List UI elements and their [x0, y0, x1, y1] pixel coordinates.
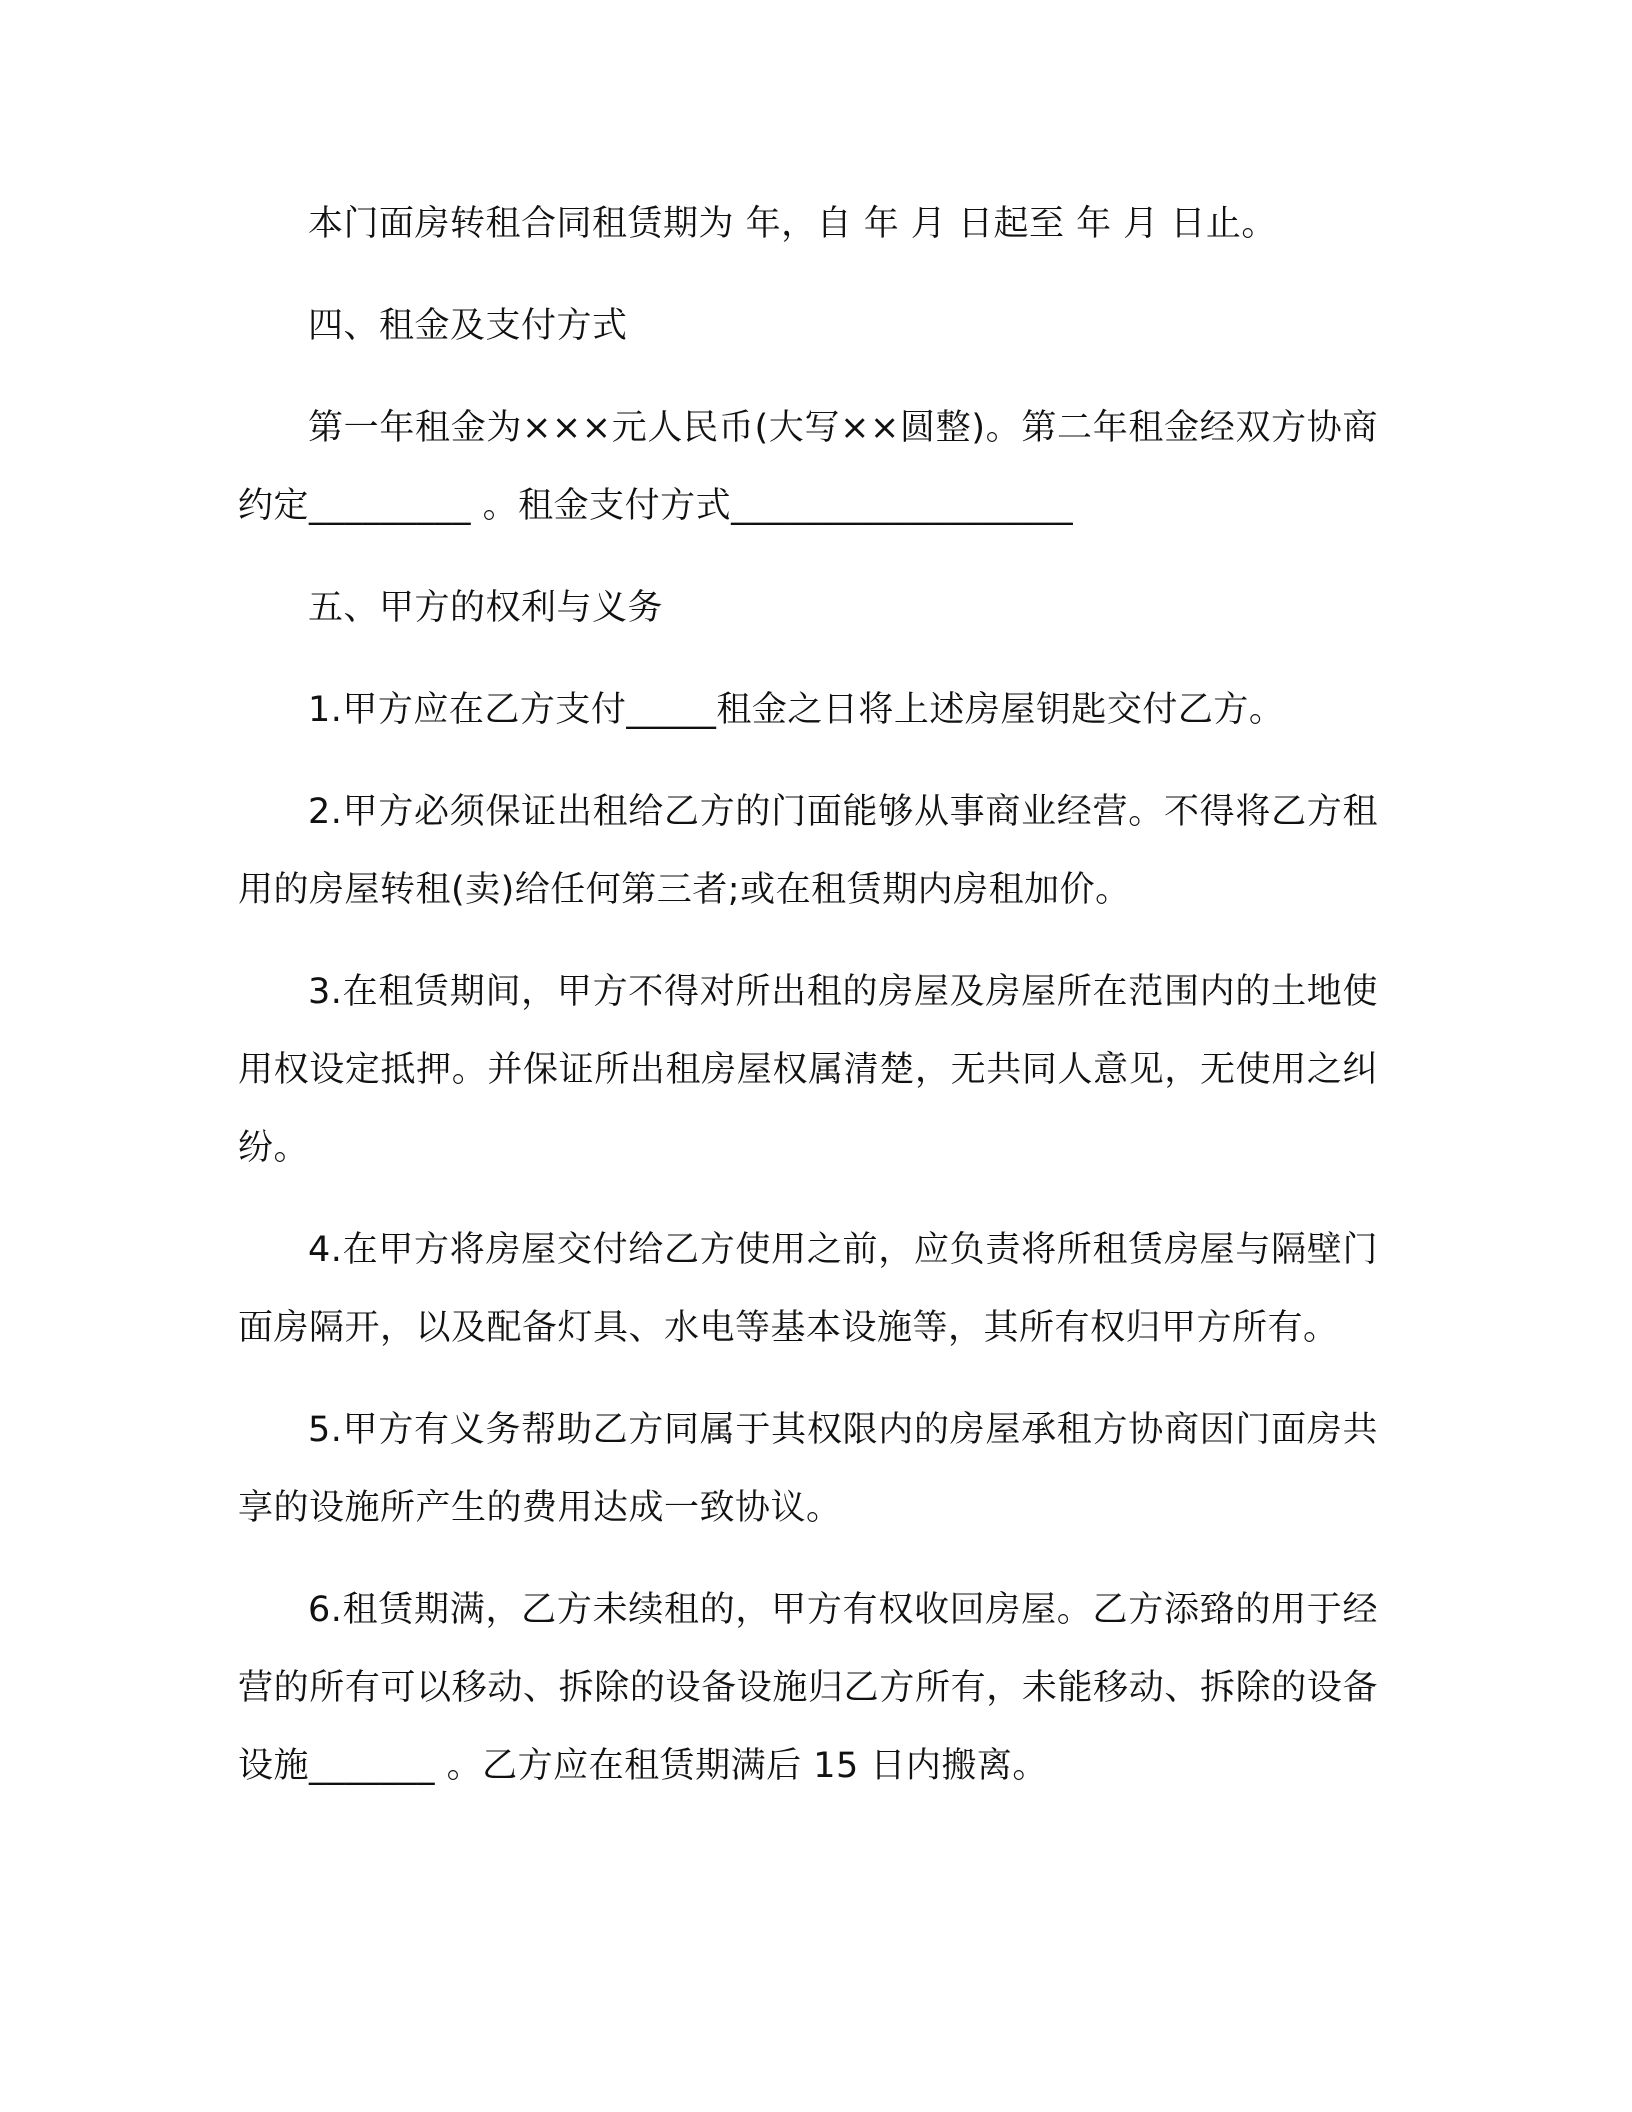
rent-amount-paragraph: 第一年租金为×××元人民币(大写××圆整)。第二年租金经双方协商约定_________ 。租金支付方式___________________: [238, 408, 1378, 526]
section-heading-party-a-rights: 五、甲方的权利与义务: [308, 588, 664, 628]
clause-5-paragraph: 5.甲方有义务帮助乙方同属于其权限内的房屋承租方协商因门面房共享的设施所产生的费用达成一致协议。: [238, 1410, 1378, 1528]
clause-6-paragraph: 6.租赁期满，乙方未续租的，甲方有权收回房屋。乙方添臵的用于经营的所有可以移动、拆除的设备设施归乙方所有，未能移动、拆除的设备设施_______ 。乙方应在租赁期满后 15 日内搬离。: [238, 1590, 1378, 1786]
clause-2-paragraph: 2.甲方必须保证出租给乙方的门面能够从事商业经营。不得将乙方租用的房屋转租(卖)给任何第三者;或在租赁期内房租加价。: [238, 792, 1378, 910]
section-heading-rent-payment: 四、租金及支付方式: [308, 306, 628, 346]
lease-term-paragraph: 本门面房转租合同租赁期为 年，自 年 月 日起至 年 月 日止。: [308, 204, 1277, 244]
clause-4-paragraph: 4.在甲方将房屋交付给乙方使用之前，应负责将所租赁房屋与隔壁门面房隔开，以及配备灯具、水电等基本设施等，其所有权归甲方所有。: [238, 1230, 1378, 1348]
clause-3-paragraph: 3.在租赁期间，甲方不得对所出租的房屋及房屋所在范围内的土地使用权设定抵押。并保证所出租房屋权属清楚，无共同人意见，无使用之纠纷。: [238, 972, 1378, 1168]
document-body: [238, 185, 1378, 1829]
clause-1-paragraph: 1.甲方应在乙方支付_____租金之日将上述房屋钥匙交付乙方。: [308, 690, 1285, 730]
